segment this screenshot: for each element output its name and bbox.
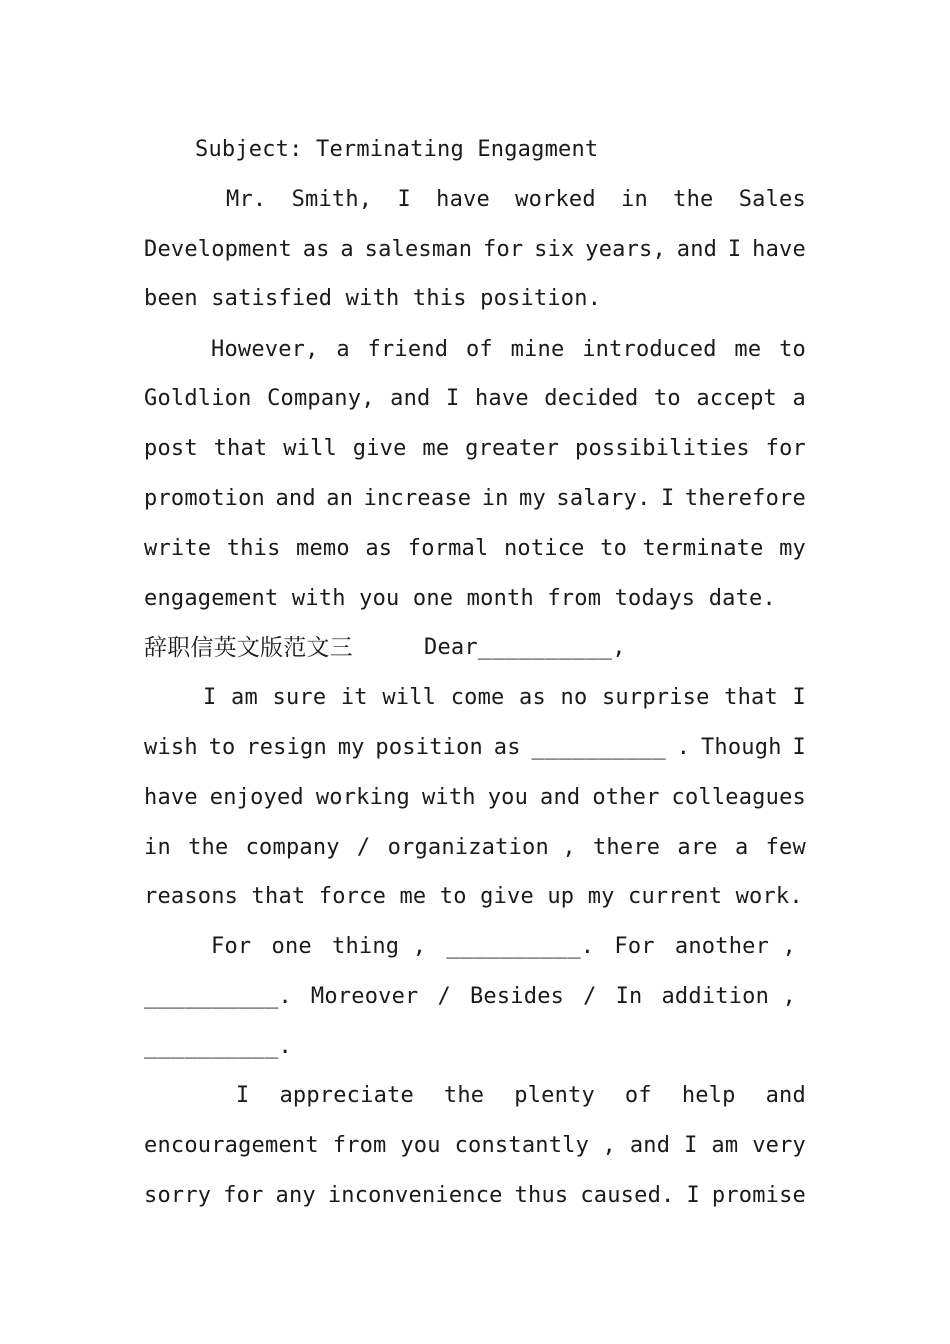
letter-line-6: For one thing , __________. For another ,: [211, 932, 796, 962]
memo-line-4: However, a friend of mine introduced me to: [211, 337, 806, 362]
memo-line-6: post that will give me greater possibilities for: [144, 436, 806, 461]
letter-line-11: sorry for any inconvenience thus caused. I promise: [144, 1183, 806, 1208]
memo-line-5: Goldlion Company, and I have decided to accept a: [144, 386, 806, 411]
letter-line-9: I appreciate the plenty of help and: [236, 1083, 806, 1108]
letter-line-3: have enjoyed working with you and other colleagues: [144, 785, 806, 810]
memo-line-3: been satisfied with this position.: [144, 286, 602, 311]
memo-line-8: write this memo as formal notice to terminate my: [144, 536, 806, 561]
salutation: Dear__________,: [424, 635, 626, 660]
memo-line-1: Mr. Smith, I have worked in the Sales: [226, 187, 806, 212]
letter-line-5: reasons that force me to give up my current work.: [144, 884, 803, 909]
letter-line-10: encouragement from you constantly , and I am very: [144, 1133, 806, 1158]
letter-line-4: in the company / organization , there are a few: [144, 835, 806, 860]
memo-line-7: promotion and an increase in my salary. I therefore: [144, 486, 806, 511]
memo-line-2: Development as a salesman for six years, and I have: [144, 237, 806, 262]
reason-one-blank: __________.: [446, 934, 595, 959]
position-blank: __________: [531, 735, 666, 760]
reason-three-blank: __________.: [144, 1034, 292, 1059]
reason-two-blank: __________.: [144, 984, 292, 1009]
memo-line-9: engagement with you one month from todays date.: [144, 586, 776, 611]
section-heading: 辞职信英文版范文三: [144, 635, 353, 661]
memo-subject: Subject: Terminating Engagment: [195, 137, 599, 162]
letter-line-7: __________. Moreover / Besides / In addition ,: [144, 982, 796, 1012]
letter-line-1: I am sure it will come as no surprise that I: [203, 685, 806, 710]
letter-line-2: wish to resign my position as __________ . Though I: [144, 733, 806, 763]
